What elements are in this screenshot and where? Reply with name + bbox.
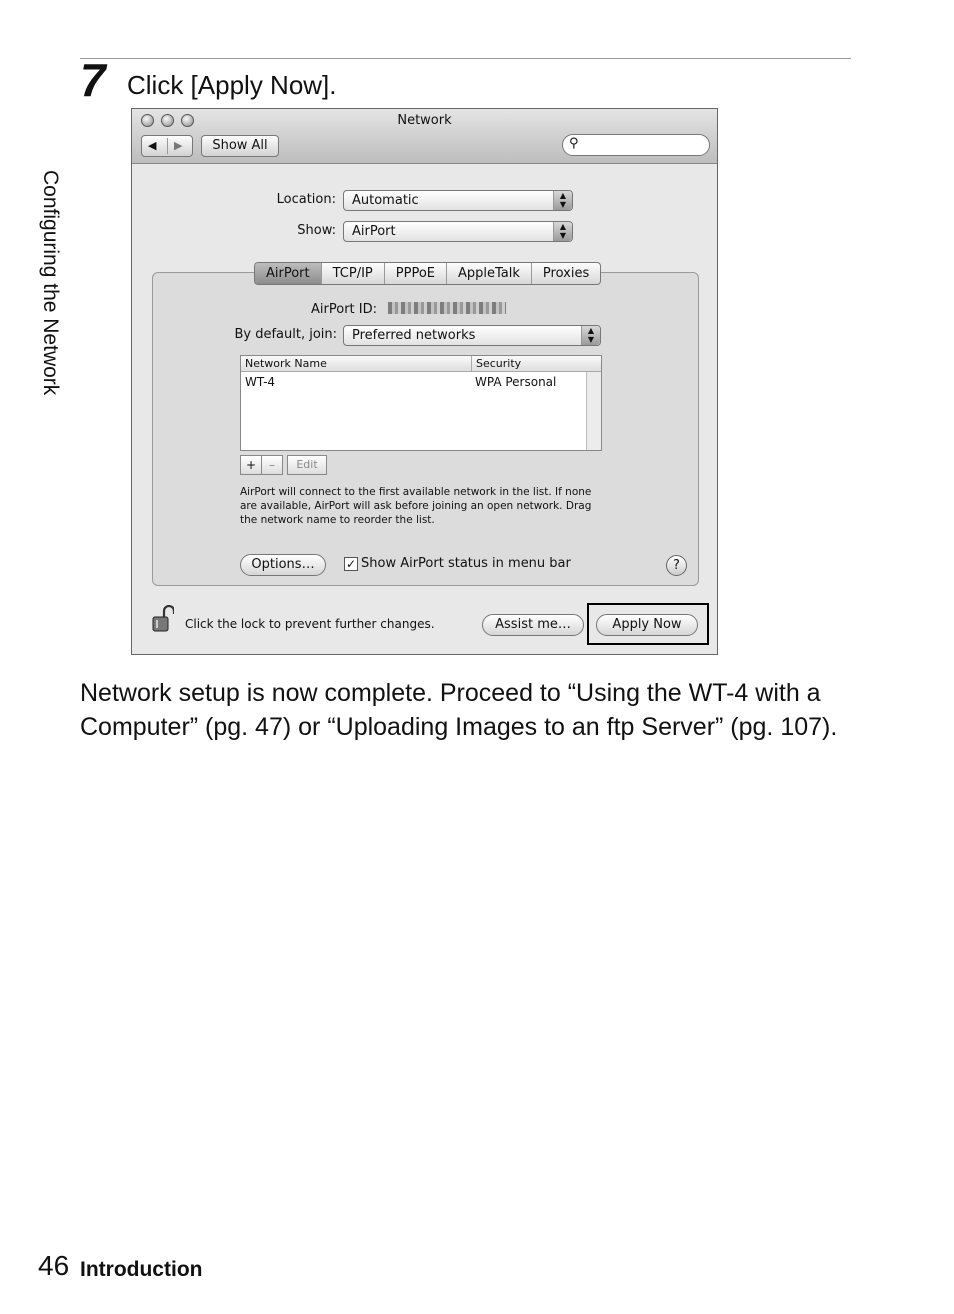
show-popup[interactable] bbox=[343, 221, 573, 242]
search-icon: ⚲ bbox=[569, 136, 579, 151]
join-value: Preferred networks bbox=[352, 328, 476, 343]
remove-network-button[interactable]: – bbox=[261, 455, 283, 475]
page-number: 46 bbox=[38, 1250, 70, 1281]
side-tab bbox=[38, 170, 64, 430]
tab-bar bbox=[254, 262, 601, 285]
header-rule bbox=[80, 58, 851, 59]
section-name: Introduction bbox=[80, 1258, 203, 1281]
lock-text: Click the lock to prevent further changes. bbox=[185, 617, 435, 631]
tab-proxies[interactable]: Proxies bbox=[542, 266, 590, 281]
location-value: Automatic bbox=[352, 193, 419, 208]
popup-arrows-icon: ▲ ▼ bbox=[581, 326, 600, 345]
tab-pppoe[interactable]: PPPoE bbox=[385, 263, 447, 284]
join-description: AirPort will connect to the first available network in the list. If none are available, AirPort will ask before joining an open network. Drag the network name to reorder the list. bbox=[240, 486, 592, 526]
table-cell-security[interactable]: WPA Personal bbox=[475, 375, 557, 389]
nav-divider bbox=[167, 138, 168, 154]
tab-appletalk[interactable]: AppleTalk bbox=[447, 263, 532, 284]
window-title: Network bbox=[397, 113, 452, 128]
airport-id-redacted bbox=[388, 302, 506, 314]
popup-arrows-icon: ▲ ▼ bbox=[553, 191, 572, 210]
column-header-security[interactable]: Security bbox=[471, 356, 521, 371]
edit-network-button[interactable]: Edit bbox=[287, 455, 327, 475]
lock-icon[interactable] bbox=[152, 605, 174, 633]
show-value: AirPort bbox=[352, 224, 396, 239]
side-tab-label: Configuring the Network bbox=[39, 170, 62, 396]
preferred-networks-table[interactable] bbox=[240, 355, 602, 451]
location-label: Location: bbox=[276, 192, 336, 207]
back-arrow-icon[interactable]: ◀ bbox=[148, 139, 157, 152]
body-paragraph: Network setup is now complete. Proceed to “Using the WT-4 with a Computer” (pg. 47) or “Uploading Images to an ftp Server” (pg. 107). bbox=[80, 679, 838, 741]
forward-arrow-icon[interactable]: ▶ bbox=[174, 139, 183, 152]
popup-arrows-icon: ▲ ▼ bbox=[553, 222, 572, 241]
apply-now-button[interactable]: Apply Now bbox=[596, 614, 698, 636]
tab-airport[interactable]: AirPort bbox=[255, 263, 322, 284]
show-status-checkbox[interactable]: ✓ bbox=[345, 557, 357, 571]
tab-tcpip[interactable]: TCP/IP bbox=[322, 263, 385, 284]
assist-me-button[interactable]: Assist me… bbox=[482, 614, 584, 636]
column-header-network-name[interactable]: Network Name bbox=[245, 357, 327, 370]
step-number: 7 bbox=[80, 54, 106, 106]
location-popup[interactable] bbox=[343, 190, 573, 211]
show-label: Show: bbox=[297, 223, 336, 238]
search-field[interactable] bbox=[562, 134, 710, 156]
network-preferences-window bbox=[131, 108, 718, 655]
step-instruction: Click [Apply Now]. bbox=[127, 70, 337, 100]
show-all-button[interactable]: Show All bbox=[201, 135, 279, 157]
join-label: By default, join: bbox=[234, 327, 337, 342]
table-scrollbar[interactable] bbox=[586, 372, 601, 450]
airport-id-label: AirPort ID: bbox=[311, 302, 377, 317]
table-cell-network-name[interactable]: WT-4 bbox=[245, 375, 276, 389]
options-button[interactable]: Options… bbox=[240, 554, 326, 576]
help-button[interactable]: ? bbox=[666, 555, 687, 576]
add-network-button[interactable]: + bbox=[240, 455, 262, 475]
window-titlebar bbox=[132, 109, 717, 164]
join-popup[interactable] bbox=[343, 325, 601, 346]
table-header bbox=[241, 356, 601, 372]
show-status-label: Show AirPort status in menu bar bbox=[361, 556, 571, 571]
back-forward-buttons[interactable] bbox=[141, 135, 193, 157]
apply-now-highlight bbox=[587, 603, 709, 645]
